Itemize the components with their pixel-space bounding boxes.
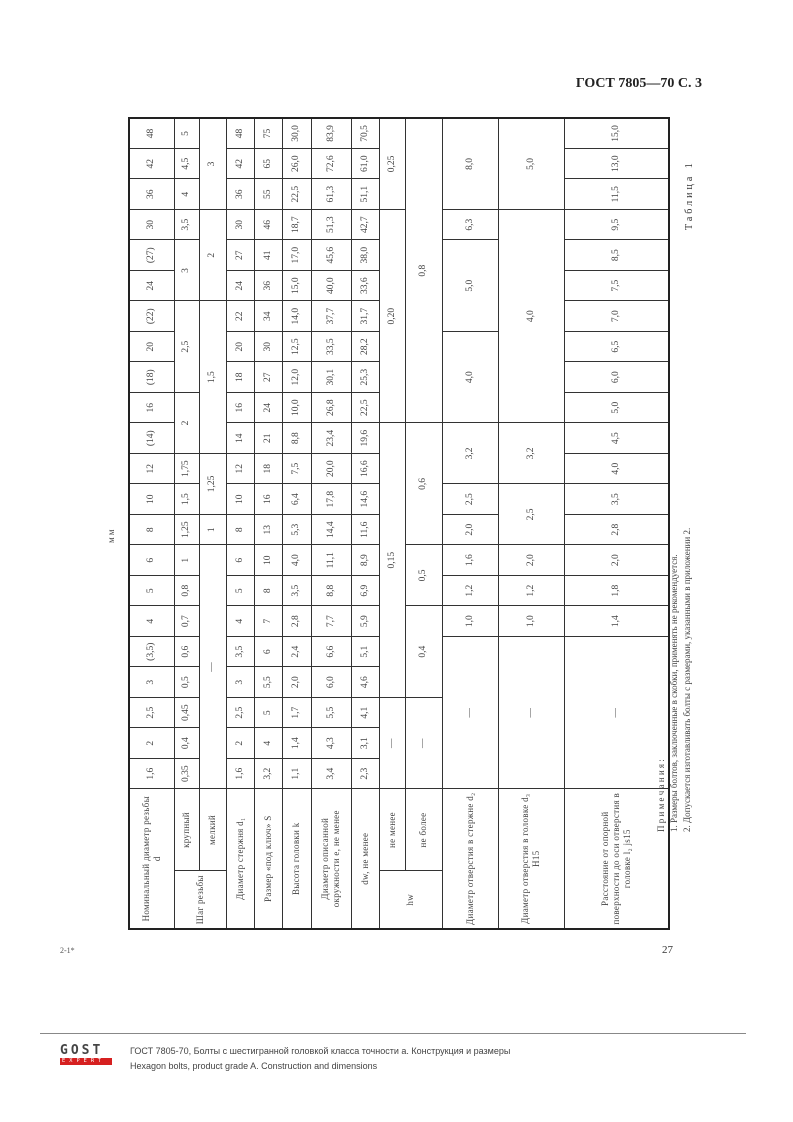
table-cell: 3,2 xyxy=(254,758,282,789)
table-cell: 4,0 xyxy=(282,545,311,576)
table-cell: 8 xyxy=(226,514,254,545)
table-row-dw xyxy=(351,118,379,929)
table-cell: 51,1 xyxy=(351,179,379,210)
table-cell: 0,4 xyxy=(405,606,442,698)
table-cell: 5,0 xyxy=(564,392,669,423)
table-cell: 6,9 xyxy=(351,575,379,606)
table-cell: 61,0 xyxy=(351,148,379,179)
row-group-label: hw xyxy=(379,871,442,929)
table-cell: 5,0 xyxy=(442,240,498,332)
table-cell: 4,5 xyxy=(174,148,199,179)
table-cell: 83,9 xyxy=(311,118,351,149)
table-cell: 7,7 xyxy=(311,606,351,637)
table-cell: 3 xyxy=(129,667,174,698)
table-cell: 4,0 xyxy=(442,331,498,423)
table-cell: 4,6 xyxy=(351,667,379,698)
table-cell: 0,20 xyxy=(379,209,405,423)
table-cell: 5,5 xyxy=(254,667,282,698)
gost-expert-logo xyxy=(60,1044,112,1065)
table-cell: 0,7 xyxy=(174,606,199,637)
table-cell: 5,0 xyxy=(498,118,564,210)
table-cell: 4 xyxy=(174,179,199,210)
table-cell: 27 xyxy=(254,362,282,393)
table-cell: 2,4 xyxy=(282,636,311,667)
table-cell: 0,6 xyxy=(405,423,442,545)
table-row-pitch_fine xyxy=(199,118,226,929)
footer-title-ru: ГОСТ 7805-70, Болты с шестигранной головкой класса точности а. Конструкция и размеры xyxy=(130,1046,511,1056)
table-cell: 8 xyxy=(129,514,174,545)
table-cell: 2 xyxy=(226,728,254,759)
table-cell: 2,0 xyxy=(564,545,669,576)
table-cell: 22,5 xyxy=(351,392,379,423)
table-cell: 6,0 xyxy=(311,667,351,698)
units-label: мм xyxy=(106,527,116,543)
table-row-k xyxy=(282,118,311,929)
table-cell: 48 xyxy=(226,118,254,149)
table-row-pitch_coarse xyxy=(174,118,199,929)
table-cell: 6,0 xyxy=(564,362,669,393)
page-number: 27 xyxy=(662,944,673,956)
table-cell: 34 xyxy=(254,301,282,332)
table-cell: 0,4 xyxy=(174,728,199,759)
row-label: не менее xyxy=(379,789,405,871)
table-cell: 3 xyxy=(199,118,226,210)
table-cell: 46 xyxy=(254,209,282,240)
table-cell: — xyxy=(498,636,564,789)
page-header: ГОСТ 7805—70 С. 3 xyxy=(575,76,702,91)
table-cell: (3,5) xyxy=(129,636,174,667)
table-cell: — xyxy=(564,636,669,789)
table-cell: 30,0 xyxy=(282,118,311,149)
table-cell: — xyxy=(442,636,498,789)
table-cell: 3 xyxy=(174,240,199,301)
table-cell: 18,7 xyxy=(282,209,311,240)
note-item: 1. Размеры болтов, заключенные в скобки, применять не рекомендуется. xyxy=(669,554,679,832)
row-label: Номинальный диаметр резьбы d xyxy=(129,789,174,929)
table-row-hw_max xyxy=(405,118,442,929)
table-cell: 4,1 xyxy=(351,697,379,728)
table-cell: 23,4 xyxy=(311,423,351,454)
table-cell: 7,5 xyxy=(564,270,669,301)
table-cell: 6,3 xyxy=(442,209,498,240)
notes-title: П р и м е ч а н и я : xyxy=(656,759,666,832)
table-cell: 5,5 xyxy=(311,697,351,728)
table-cell: 5,3 xyxy=(282,514,311,545)
table-cell: 3,2 xyxy=(442,423,498,484)
table-cell: 2,5 xyxy=(498,484,564,545)
table-cell: 33,6 xyxy=(351,270,379,301)
table-cell: 1,6 xyxy=(129,758,174,789)
notes xyxy=(655,470,694,832)
table-cell: (14) xyxy=(129,423,174,454)
dimensions-table xyxy=(128,117,670,930)
table-cell: 17,8 xyxy=(311,484,351,515)
table-cell: 5 xyxy=(174,118,199,149)
table-cell: 1,2 xyxy=(498,575,564,606)
table-cell: 1,6 xyxy=(226,758,254,789)
table-cell: 2,8 xyxy=(564,514,669,545)
table-cell: — xyxy=(379,697,405,789)
table-cell: 2 xyxy=(129,728,174,759)
table-cell: 1,4 xyxy=(564,606,669,637)
table-cell: 14 xyxy=(226,423,254,454)
table-cell: 38,0 xyxy=(351,240,379,271)
table-cell: 0,45 xyxy=(174,697,199,728)
table-cell: 24 xyxy=(254,392,282,423)
table-cell: 1,25 xyxy=(174,514,199,545)
table-cell: 4,5 xyxy=(564,423,669,454)
table-row-e xyxy=(311,118,351,929)
table-cell: 8,0 xyxy=(442,118,498,210)
table-cell: 25,3 xyxy=(351,362,379,393)
table-cell: 30,1 xyxy=(311,362,351,393)
table-row-hw_min xyxy=(379,118,405,929)
table-cell: 6 xyxy=(254,636,282,667)
footer-divider xyxy=(40,1033,746,1034)
table-cell: 5 xyxy=(129,575,174,606)
table-cell: 20,0 xyxy=(311,453,351,484)
table-cell: 14,0 xyxy=(282,301,311,332)
row-group-label: Шаг резьбы xyxy=(174,871,226,929)
table-cell: 14,6 xyxy=(351,484,379,515)
table-cell: 1 xyxy=(199,514,226,545)
table-cell: 5,9 xyxy=(351,606,379,637)
logo-text: GOST xyxy=(60,1043,104,1058)
table-cell: (18) xyxy=(129,362,174,393)
footer-title-en: Hexagon bolts, product grade A. Construction and dimensions xyxy=(130,1061,378,1071)
table-cell: 48 xyxy=(129,118,174,149)
table-cell: 22,5 xyxy=(282,179,311,210)
table-cell: 0,35 xyxy=(174,758,199,789)
table-row-d3 xyxy=(498,118,564,929)
table-cell: 65 xyxy=(254,148,282,179)
table-caption: Таблица 1 xyxy=(684,160,695,230)
footer-text xyxy=(130,1044,510,1074)
row-label: Диаметр отверстия в головке d₃ H15 xyxy=(498,789,564,929)
table-cell: 3,4 xyxy=(311,758,351,789)
table-cell: 11,5 xyxy=(564,179,669,210)
table-cell: 2,0 xyxy=(498,545,564,576)
table-cell: 1,25 xyxy=(199,453,226,514)
table-cell: 4,0 xyxy=(498,209,564,423)
note-item: 2. Допускается изготавливать болты с размерами, указанными в приложении 2. xyxy=(682,527,692,832)
table-cell: 26,8 xyxy=(311,392,351,423)
table-cell: 13 xyxy=(254,514,282,545)
table-cell: 6,6 xyxy=(311,636,351,667)
table-cell: (27) xyxy=(129,240,174,271)
table-cell: 4,0 xyxy=(564,453,669,484)
table-cell: 6 xyxy=(226,545,254,576)
table-cell: 1,5 xyxy=(199,301,226,454)
table-row-S xyxy=(254,118,282,929)
table-cell: 0,5 xyxy=(174,667,199,698)
table-cell: 4 xyxy=(254,728,282,759)
table-cell: 5,1 xyxy=(351,636,379,667)
signature-mark: 2-1* xyxy=(60,946,75,955)
row-label: Диаметр описанной окружности e, не менее xyxy=(311,789,351,929)
table-cell: 42 xyxy=(129,148,174,179)
table-cell: 70,5 xyxy=(351,118,379,149)
table-cell: 0,25 xyxy=(379,118,405,210)
table-cell: 0,5 xyxy=(405,545,442,606)
row-label: dw, не менее xyxy=(351,789,379,929)
table-cell: 7,0 xyxy=(564,301,669,332)
table-cell: 2,5 xyxy=(226,697,254,728)
table-cell: 12 xyxy=(129,453,174,484)
table-cell: (22) xyxy=(129,301,174,332)
row-label: Размер «под ключ» S xyxy=(254,789,282,929)
table-cell: 10 xyxy=(129,484,174,515)
table-cell: 1,1 xyxy=(282,758,311,789)
table-cell: 3 xyxy=(226,667,254,698)
row-label: Диаметр стержня d₁ xyxy=(226,789,254,929)
table-cell: 2,8 xyxy=(282,606,311,637)
table-cell: 51,3 xyxy=(311,209,351,240)
table-row-d xyxy=(129,118,174,929)
table-cell: 8,8 xyxy=(282,423,311,454)
table-cell: 4,3 xyxy=(311,728,351,759)
table-cell: 36 xyxy=(129,179,174,210)
table-cell: 24 xyxy=(226,270,254,301)
table-cell: 2,5 xyxy=(174,301,199,393)
dimensions-table-rotated xyxy=(128,118,668,930)
table-cell: 4 xyxy=(129,606,174,637)
table-cell: 6 xyxy=(129,545,174,576)
table-cell: 15,0 xyxy=(282,270,311,301)
table-cell: 3,5 xyxy=(174,209,199,240)
table-cell: 2,0 xyxy=(282,667,311,698)
table-cell: 2,5 xyxy=(442,484,498,515)
logo-sub: EXPERT xyxy=(60,1058,112,1065)
table-cell: 4 xyxy=(226,606,254,637)
table-cell: 12 xyxy=(226,453,254,484)
table-cell: 37,7 xyxy=(311,301,351,332)
table-cell: 2,0 xyxy=(442,514,498,545)
table-cell: 20 xyxy=(129,331,174,362)
table-cell: 42,7 xyxy=(351,209,379,240)
table-cell: 8,9 xyxy=(351,545,379,576)
table-cell: 1,8 xyxy=(564,575,669,606)
table-cell: 18 xyxy=(254,453,282,484)
table-cell: 8,8 xyxy=(311,575,351,606)
table-cell: 1,0 xyxy=(442,606,498,637)
table-cell: 10,0 xyxy=(282,392,311,423)
table-cell: 8,5 xyxy=(564,240,669,271)
table-cell: 18 xyxy=(226,362,254,393)
table-cell: 3,5 xyxy=(564,484,669,515)
table-cell: 11,6 xyxy=(351,514,379,545)
table-cell: 12,5 xyxy=(282,331,311,362)
table-cell: 3,5 xyxy=(226,636,254,667)
table-cell: 42 xyxy=(226,148,254,179)
table-cell: 10 xyxy=(226,484,254,515)
row-label: Расстояние от опорной поверхности до оси отверстия в головке l₂ js15 xyxy=(564,789,669,929)
table-row-d1 xyxy=(226,118,254,929)
table-row-d2 xyxy=(442,118,498,929)
table-cell: 8 xyxy=(254,575,282,606)
table-cell: 16 xyxy=(254,484,282,515)
table-cell: 0,8 xyxy=(405,118,442,423)
table-cell: 30 xyxy=(254,331,282,362)
table-row-l2 xyxy=(564,118,669,929)
table-cell: 13,0 xyxy=(564,148,669,179)
row-label: мелкий xyxy=(199,789,226,871)
table-cell: 11,1 xyxy=(311,545,351,576)
table-cell: 45,6 xyxy=(311,240,351,271)
table-cell: 40,0 xyxy=(311,270,351,301)
table-cell: 17,0 xyxy=(282,240,311,271)
table-cell: 5 xyxy=(254,697,282,728)
table-cell: 15,0 xyxy=(564,118,669,149)
table-cell: 21 xyxy=(254,423,282,454)
table-cell: 27 xyxy=(226,240,254,271)
table-cell: 14,4 xyxy=(311,514,351,545)
table-cell: 3,1 xyxy=(351,728,379,759)
table-cell: 22 xyxy=(226,301,254,332)
table-cell: 16 xyxy=(226,392,254,423)
table-cell: 33,5 xyxy=(311,331,351,362)
table-cell: 36 xyxy=(226,179,254,210)
table-cell: 9,5 xyxy=(564,209,669,240)
table-cell: — xyxy=(199,545,226,789)
table-cell: 1 xyxy=(174,545,199,576)
table-cell: 3,5 xyxy=(282,575,311,606)
table-cell: 2,5 xyxy=(129,697,174,728)
table-cell: 36 xyxy=(254,270,282,301)
table-cell: 1,7 xyxy=(282,697,311,728)
table-cell: 0,8 xyxy=(174,575,199,606)
table-cell: 41 xyxy=(254,240,282,271)
table-cell: 16,6 xyxy=(351,453,379,484)
table-cell: 2,3 xyxy=(351,758,379,789)
table-cell: 1,6 xyxy=(442,545,498,576)
table-cell: 1,5 xyxy=(174,484,199,515)
table-cell: 31,7 xyxy=(351,301,379,332)
table-cell: 30 xyxy=(226,209,254,240)
table-cell: 0,15 xyxy=(379,423,405,698)
row-label: Диаметр отверстия в стержне d₂ xyxy=(442,789,498,929)
table-cell: 55 xyxy=(254,179,282,210)
row-label: крупный xyxy=(174,789,199,871)
table-cell: 7,5 xyxy=(282,453,311,484)
table-cell: 19,6 xyxy=(351,423,379,454)
table-cell: 26,0 xyxy=(282,148,311,179)
table-cell: 1,2 xyxy=(442,575,498,606)
table-cell: 3,2 xyxy=(498,423,564,484)
table-cell: 0,6 xyxy=(174,636,199,667)
table-cell: 5 xyxy=(226,575,254,606)
table-cell: 2 xyxy=(174,392,199,453)
table-cell: 30 xyxy=(129,209,174,240)
table-cell: 72,6 xyxy=(311,148,351,179)
table-cell: 1,75 xyxy=(174,453,199,484)
table-cell: 61,3 xyxy=(311,179,351,210)
table-cell: 20 xyxy=(226,331,254,362)
table-cell: 1,4 xyxy=(282,728,311,759)
table-cell: 2 xyxy=(199,209,226,301)
table-cell: 12,0 xyxy=(282,362,311,393)
table-cell: 6,4 xyxy=(282,484,311,515)
table-cell: 28,2 xyxy=(351,331,379,362)
table-cell: 7 xyxy=(254,606,282,637)
table-cell: 1,0 xyxy=(498,606,564,637)
table-cell: — xyxy=(405,697,442,789)
table-cell: 6,5 xyxy=(564,331,669,362)
table-cell: 10 xyxy=(254,545,282,576)
row-label: Высота головки k xyxy=(282,789,311,929)
table-cell: 75 xyxy=(254,118,282,149)
row-label: не более xyxy=(405,789,442,871)
table-cell: 24 xyxy=(129,270,174,301)
table-cell: 16 xyxy=(129,392,174,423)
